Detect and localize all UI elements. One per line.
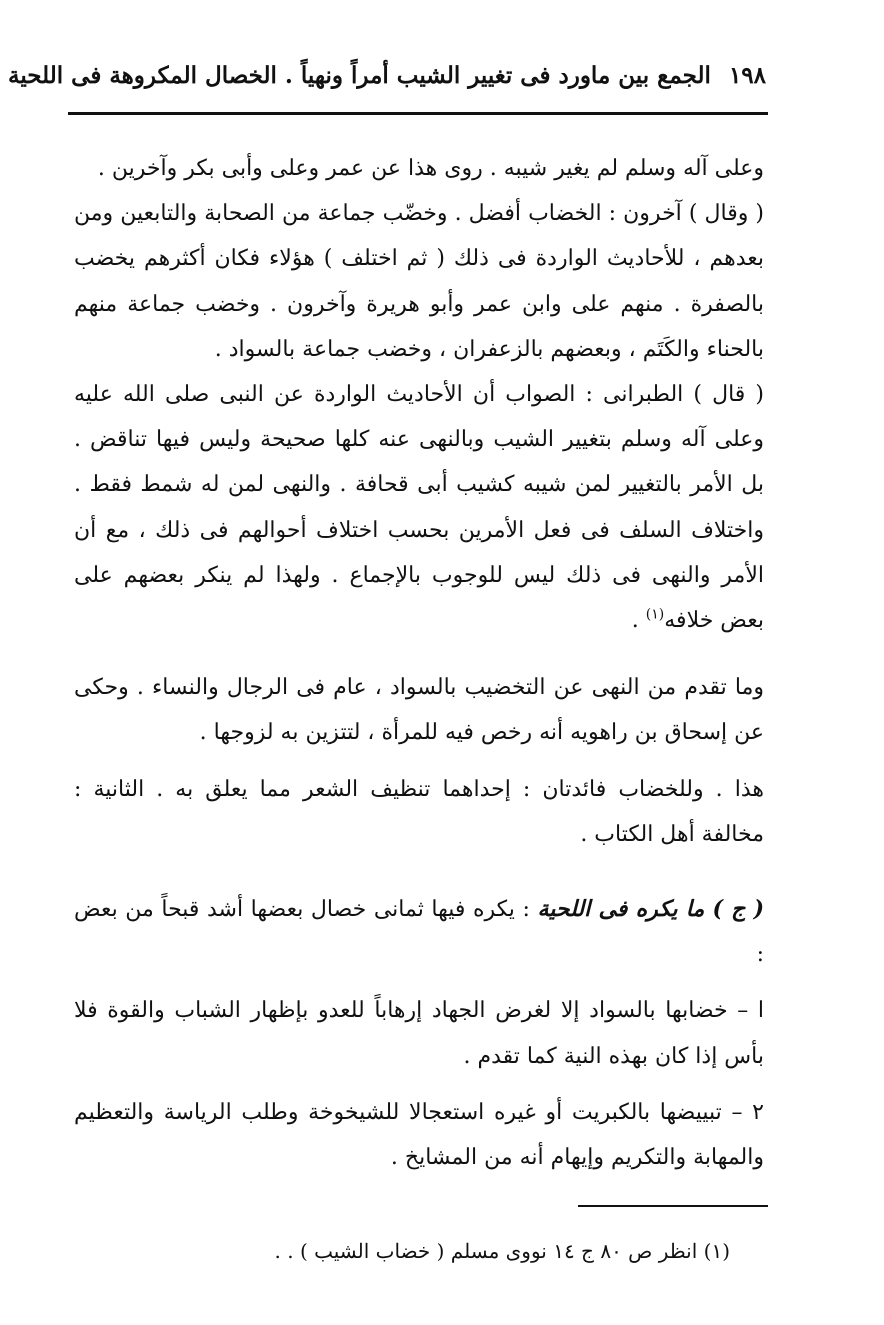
section-intro-text: : يكره فيها ثمانى خصال بعضها أشد قبحاً من بعض : <box>74 897 764 968</box>
paragraph-text: ( قال ) الطبرانى : الصواب أن الأحاديث الواردة عن النبى صلى الله عليه وعلى آله وسلم بتغيير الشيب وبالنهى عنه كلها صحيحة وليس فيها تناقض . بل الأمر بالتغيير لمن شيبه كشيب أبى قحافة . والنهى لمن له شمط فقط . واختلاف السلف فى فعل الأمرين بحسب اختلاف أحوالهم فى ذلك ، مع أن الأمر والنهى فى ذلك ليس للوجوب بالإجماع . ولهذا لم ينكر بعضهم على بعض خلافه <box>74 382 764 634</box>
paragraph: هذا . وللخضاب فائدتان : إحداهما تنظيف الشعر مما يعلق به . الثانية : مخالفة أهل الكتاب . <box>74 776 764 847</box>
running-head <box>8 56 766 96</box>
footnote: (١) انظر ص ٨٠ ج ١٤ نووى مسلم ( خضاب الشيب ) . . <box>274 1239 730 1263</box>
list-item: ٢ – تبييضها بالكبريت أو غيره استعجالا للشيخوخة وطلب الرياسة والتعظيم والمهابة والتكريم وإيهام أنه من المشايخ . <box>74 1099 764 1171</box>
page-number: ١٩٨ <box>728 62 766 89</box>
paragraph-end-mark: . <box>631 608 646 634</box>
body-text <box>74 146 764 1180</box>
paragraph-with-footnote <box>74 372 764 643</box>
footnote-reference: (١) <box>645 606 665 623</box>
section-heading: ( ج ) ما يكره فى اللحية <box>537 896 764 923</box>
footnote-rule <box>578 1205 768 1207</box>
section-heading-paragraph <box>74 887 764 977</box>
paragraph: ( وقال ) آخرون : الخضاب أفضل . وخضّب جماعة من الصحابة والتابعين ومن بعدهم ، للأحاديث الواردة فى ذلك ( ثم اختلف ) هؤلاء فكان أكثرهم يخضب بالصفرة . منهم على وابن عمر وأبو هريرة وآخرون . وخضب جماعة منهم بالحناء والكَتَم ، وبعضهم بالزعفران ، وخضب جماعة بالسواد . <box>74 201 764 362</box>
header-rule <box>68 112 768 115</box>
paragraph: وعلى آله وسلم لم يغير شيبه . روى هذا عن عمر وعلى وأبى بكر وآخرين . <box>97 156 764 181</box>
running-head-title: الجمع بين ماورد فى تغيير الشيب أمراً ونهياً . الخصال المكروهة فى اللحية <box>8 62 711 89</box>
list-item: ا – خضابها بالسواد إلا لغرض الجهاد إرهاباً للعدو بإظهار الشباب والقوة فلا بأس إذا كان بهذه النية كما تقدم . <box>74 998 764 1069</box>
paragraph: وما تقدم من النهى عن التخضيب بالسواد ، عام فى الرجال والنساء . وحكى عن إسحاق بن راهويه أنه رخص فيه للمرأة ، لتتزين به لزوجها . <box>74 675 764 746</box>
